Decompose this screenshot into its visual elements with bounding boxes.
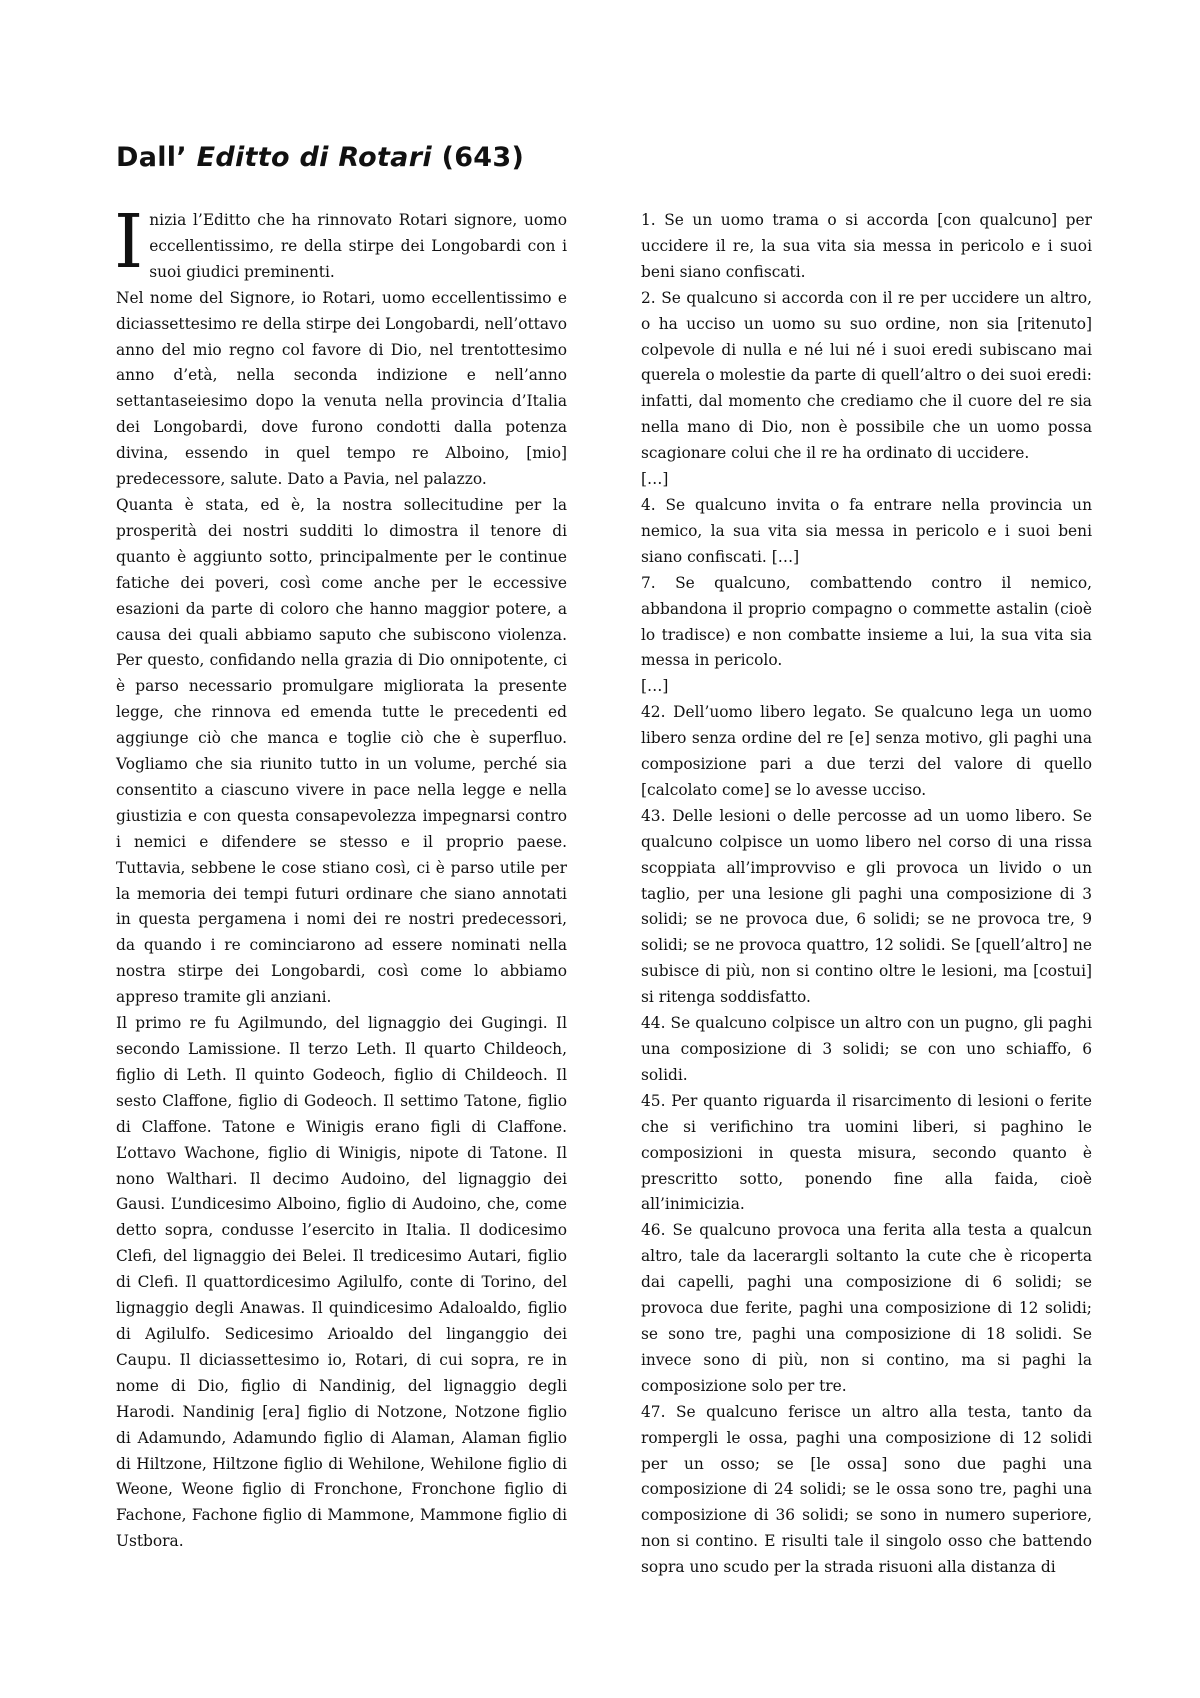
paragraph: 45. Per quanto riguarda il risarcimento di lesioni o ferite che si verifichino tra uomini liberi, si paghino le composizioni in questa misura, secondo quanto è prescritto sotto, ponendo fine alla faida, cioè all’inimicizia. xyxy=(641,1091,1092,1214)
title-italic: Editto di Rotari xyxy=(196,142,432,173)
paragraph: 7. Se qualcuno, combattendo contro il nemico, abbandona il proprio compagno o commette astalin (cioè lo tradisce) e non combatte insieme a lui, la sua vita sia messa in pericolo. xyxy=(641,573,1092,670)
title-suffix: (643) xyxy=(431,142,525,173)
title-prefix: Dall’ xyxy=(116,142,197,173)
ellipsis-paragraph: […] xyxy=(641,470,669,489)
ellipsis-paragraph: […] xyxy=(641,677,669,696)
paragraph: 44. Se qualcuno colpisce un altro con un pugno, gli paghi una composizione di 3 solidi; se con uno schiaffo, 6 solidi. xyxy=(641,1014,1092,1084)
paragraph: 42. Dell’uomo libero legato. Se qualcuno lega un uomo libero senza ordine del re [e] senza motivo, gli paghi una composizione pari a due terzi del valore di quello [calcolato come] se lo avesse ucciso. xyxy=(641,703,1092,799)
paragraph: 4. Se qualcuno invita o fa entrare nella provincia un nemico, la sua vita sia messa in pericolo e i suoi beni siano confiscati. […] xyxy=(641,495,1092,566)
paragraph: 46. Se qualcuno provoca una ferita alla testa a qualcun altro, tale da lacerargli soltanto la cute che è ricoperta dai capelli, paghi una composizione di 6 solidi; se provoca due ferite, paghi una composizione di 12 solidi; se sono tre, paghi una composizione di 18 solidi. Se invece sono di più, non si contino, ma si paghi la composizione solo per tre. xyxy=(641,1221,1092,1395)
paragraph: 1. Se un uomo trama o si accorda [con qualcuno] per uccidere il re, la sua vita sia messa in pericolo e i suoi beni siano confiscati. xyxy=(641,211,1092,281)
left-column xyxy=(114,199,567,1555)
paragraph: Quanta è stata, ed è, la nostra sollecitudine per la prosperità dei nostri sudditi lo dimostra il tenore di quanto è aggiunto sotto, principalmente per le continue fatiche dei poveri, così come anche per le eccessive esazioni da parte di coloro che hanno maggior potere, a causa dei quali abbiamo saputo che subiscono violenza. Per questo, confidando nella grazia di Dio onnipotente, ci è parso necessario promulgare migliorata la presente legge, che rinnova ed emenda tutte le precedenti ed aggiunge ciò che manca e toglie ciò che è superfluo. Vogliamo che sia riunito tutto in un volume, perché sia consentito a ciascuno vivere in pace nella legge e nella giustizia e con questa consapevolezza impegnarsi contro i nemici e difendere se stesso e il proprio paese. Tuttavia, sebbene le cose stiano così, ci è parso utile per la memoria dei tempi futuri ordinare che siano annotati in questa pergamena i nomi dei re nostri predecessori, da quando i re cominciarono ad essere nominati nella nostra stirpe dei Longobardi, così come lo abbiamo appreso tramite gli anziani. xyxy=(116,495,567,1007)
paragraph: Il primo re fu Agilmundo, del lignaggio dei Gugingi. Il secondo Lamissione. Il terzo Leth. Il quarto Childeoch, figlio di Leth. Il quinto Godeoch, figlio di Childeoch. Il sesto Claffone, figlio di Godeoch. Il settimo Tatone, figlio di Claffone. Tatone e Winigis erano figli di Claffone. L’ottavo Wachone, figlio di Winigis, nipote di Tatone. Il nono Walthari. Il decimo Audoino, del lignaggio dei Gausi. L’undicesimo Alboino, figlio di Audoino, che, come detto sopra, condusse l’esercito in Italia. Il dodicesimo Clefi, del lignaggio dei Belei. Il tredicesimo Autari, figlio di Clefi. Il quattordicesimo Agilulfo, conte di Torino, del lignaggio degli Anawas. Il quindicesimo Adaloaldo, figlio di Agilulfo. Sedicesimo Arioaldo del linganggio dei Caupu. Il diciassettesimo io, Rotari, di cui sopra, re in nome di Dio, figlio di Nandinig, del lignaggio degli Harodi. Nandinig [era] figlio di Notzone, Notzone figlio di Adamundo, Adamundo figlio di Alaman, Alaman figlio di Hiltzone, Hiltzone figlio di Wehilone, Wehilone figlio di Weone, Weone figlio di Fronchone, Fronchone figlio di Fachone, Fachone figlio di Mammone, Mammone figlio di Ustbora. xyxy=(116,1014,567,1551)
right-column xyxy=(641,208,1092,1581)
drop-cap: I xyxy=(114,199,144,285)
page-title xyxy=(116,142,524,173)
paragraph: Nel nome del Signore, io Rotari, uomo eccellentissimo e diciassettesimo re della stirpe dei Longobardi, nell’ottavo anno del mio regno col favore di Dio, nel trentottesimo anno d’età, nella seconda indizione e nell’anno settantaseiesimo dopo la venuta nella provincia d’Italia dei Longobardi, dove furono condotti dalla potenza divina, essendo in quel tempo re Alboino, [mio] predecessore, salute. Dato a Pavia, nel palazzo. xyxy=(116,288,567,489)
intro-text: nizia l’Editto che ha rinnovato Rotari signore, uomo eccellentissimo, re della stirpe dei Longobardi con i suoi giudici preminenti. xyxy=(149,211,567,281)
paragraph: 43. Delle lesioni o delle percosse ad un uomo libero. Se qualcuno colpisce un uomo libero nel corso di una rissa scoppiata all’improvviso e gli provoca un livido o un taglio, per una lesione gli paghi una composizione di 3 solidi; se ne provoca due, 6 solidi; se ne provoca tre, 9 solidi; se ne provoca quattro, 12 solidi. Se [quell’altro] ne subisce di più, non si contino oltre le lesioni, ma [costui] si ritenga soddisfatto. xyxy=(641,806,1092,1007)
paragraph: 2. Se qualcuno si accorda con il re per uccidere un altro, o ha ucciso un uomo su suo ordine, non sia [ritenuto] colpevole di nulla e né lui né i suoi eredi subiscano mai querela o molestie da parte di quell’altro o dei suoi eredi: infatti, dal momento che crediamo che il cuore del re sia nella mano di Dio, non è possibile che un uomo possa scagionare colui che il re ha ordinato di uccidere. xyxy=(641,288,1092,463)
paragraph: 47. Se qualcuno ferisce un altro alla testa, tanto da rompergli le ossa, paghi una composizione di 12 solidi per un osso; se [le ossa] sono due paghi una composizione di 24 solidi; se le ossa sono tre, paghi una composizione di 36 solidi; se sono in numero superiore, non si contino. E risulti tale il singolo osso che battendo sopra uno scudo per la strada risuoni alla distanza di xyxy=(641,1402,1092,1577)
paragraph-intro xyxy=(114,199,567,286)
